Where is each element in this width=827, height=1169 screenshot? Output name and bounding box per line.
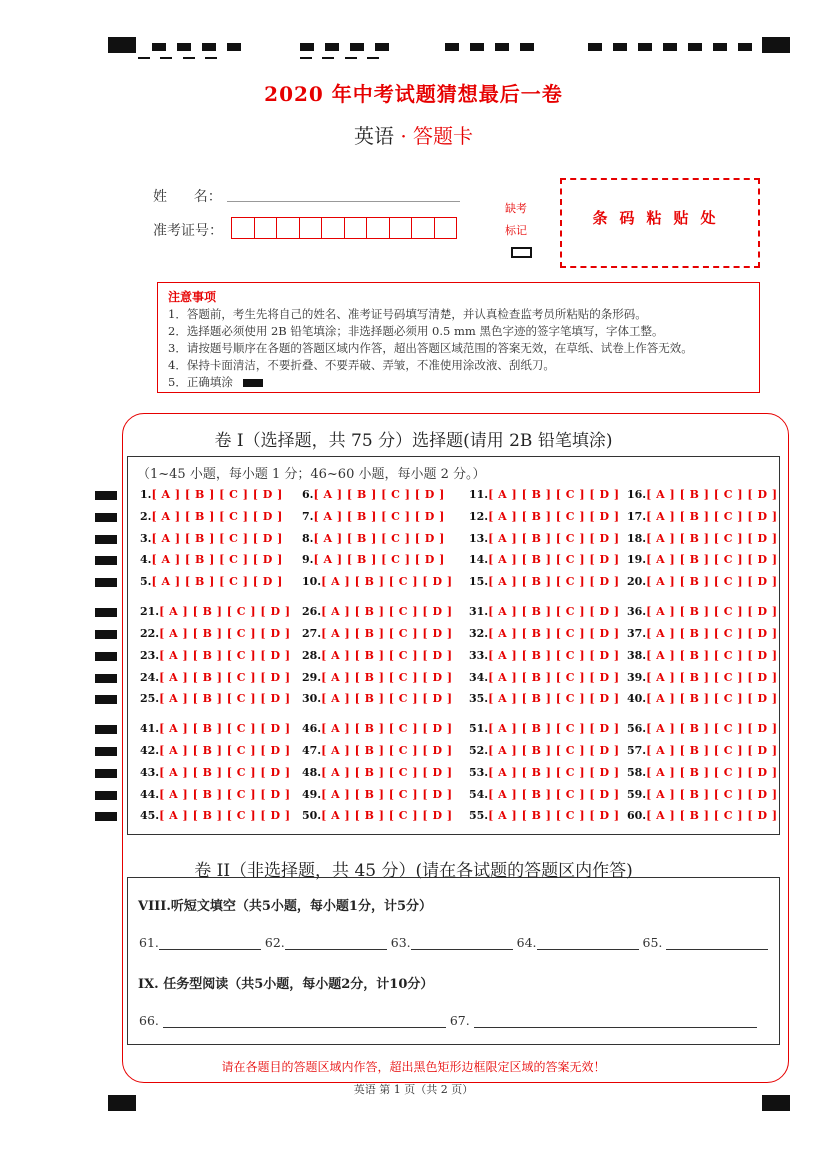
id-label: 准考证号： [153, 223, 223, 239]
answer-line-67[interactable] [474, 1013, 757, 1028]
mcq-question-8[interactable] [302, 532, 445, 545]
mcq-number: 1. [140, 488, 152, 501]
mcq-number: 21. [140, 605, 160, 618]
mcq-question-39[interactable] [627, 671, 778, 684]
mcq-options[interactable]: [ A ] [ B ] [ C ] [ D ] [159, 744, 291, 757]
mcq-options[interactable]: [ A ] [ B ] [ C ] [ D ] [488, 488, 620, 501]
mcq-options[interactable]: [ A ] [ B ] [ C ] [ D ] [321, 722, 453, 735]
mcq-question-35[interactable] [469, 692, 620, 705]
timing-mark [300, 43, 314, 51]
mcq-question-5[interactable] [140, 575, 283, 588]
q-number: 66. [139, 1013, 159, 1028]
card-label: 答题卡 [413, 124, 474, 148]
id-digit-box[interactable] [231, 217, 255, 239]
timing-mark-side [95, 608, 117, 617]
mcq-number: 4. [140, 553, 152, 566]
mcq-number: 6. [302, 488, 314, 501]
mcq-options[interactable]: [ A ] [ B ] [ C ] [ D ] [646, 766, 778, 779]
timing-mark-side [95, 812, 117, 821]
mcq-options[interactable]: [ A ] [ B ] [ C ] [ D ] [151, 488, 283, 501]
mcq-number: 32. [469, 627, 489, 640]
boundary-warning: 请在各题目的答题区域内作答，超出黑色矩形边框限定区域的答案无效！ [221, 1060, 606, 1074]
mcq-question-46[interactable] [302, 722, 453, 735]
timing-mark [713, 43, 727, 51]
timing-dash [183, 57, 195, 59]
mcq-number: 55. [469, 809, 489, 822]
mcq-number: 16. [627, 488, 647, 501]
mcq-question-28[interactable] [302, 649, 453, 662]
mcq-options[interactable]: [ A ] [ B ] [ C ] [ D ] [321, 575, 453, 588]
mcq-number: 9. [302, 553, 314, 566]
mcq-question-4[interactable] [140, 553, 283, 566]
timing-mark-side [95, 535, 117, 544]
timing-mark [663, 43, 677, 51]
mcq-options[interactable]: [ A ] [ B ] [ C ] [ D ] [488, 744, 620, 757]
name-label: 姓 名： [153, 189, 222, 205]
mcq-options[interactable]: [ A ] [ B ] [ C ] [ D ] [159, 722, 291, 735]
mcq-options[interactable]: [ A ] [ B ] [ C ] [ D ] [313, 510, 445, 523]
timing-mark-side [95, 725, 117, 734]
timing-mark [350, 43, 364, 51]
mcq-number: 12. [469, 510, 489, 523]
mcq-question-21[interactable] [140, 605, 291, 618]
mcq-options[interactable]: [ A ] [ B ] [ C ] [ D ] [321, 671, 453, 684]
mcq-number: 42. [140, 744, 160, 757]
mcq-number: 29. [302, 671, 322, 684]
mcq-question-16[interactable] [627, 488, 778, 501]
mcq-options[interactable]: [ A ] [ B ] [ C ] [ D ] [646, 788, 778, 801]
mcq-options[interactable]: [ A ] [ B ] [ C ] [ D ] [646, 692, 778, 705]
timing-mark-side [95, 578, 117, 587]
mcq-options[interactable]: [ A ] [ B ] [ C ] [ D ] [646, 722, 778, 735]
mcq-options[interactable]: [ A ] [ B ] [ C ] [ D ] [488, 575, 620, 588]
mcq-options[interactable]: [ A ] [ B ] [ C ] [ D ] [321, 788, 453, 801]
timing-dash [205, 57, 217, 59]
answer-line-62[interactable] [285, 935, 387, 950]
mcq-question-29[interactable] [302, 671, 453, 684]
id-digit-box[interactable] [254, 217, 278, 239]
note-item: 3．请按题号顺序在各题的答题区域内作答，超出答题区域范围的答案无效，在草纸、试卷上作答无效。 [168, 341, 693, 355]
mcq-number: 43. [140, 766, 160, 779]
mcq-question-60[interactable] [627, 809, 778, 822]
mcq-question-11[interactable] [469, 488, 620, 501]
mcq-options[interactable]: [ A ] [ B ] [ C ] [ D ] [151, 510, 283, 523]
mcq-number: 46. [302, 722, 322, 735]
mcq-number: 5. [140, 575, 152, 588]
mcq-question-30[interactable] [302, 692, 453, 705]
mcq-question-26[interactable] [302, 605, 453, 618]
mcq-options[interactable]: [ A ] [ B ] [ C ] [ D ] [159, 605, 291, 618]
q-number: 63. [390, 935, 411, 950]
mcq-number: 51. [469, 722, 489, 735]
mcq-number: 2. [140, 510, 152, 523]
mcq-question-48[interactable] [302, 766, 453, 779]
mcq-number: 27. [302, 627, 322, 640]
note-item: 2．选择题必须使用 2B 铅笔填涂；非选择题必须用 0.5 mm 黑色字迹的签字笔填写，字体工整。 [168, 324, 664, 338]
mcq-question-20[interactable] [627, 575, 778, 588]
mcq-options[interactable]: [ A ] [ B ] [ C ] [ D ] [321, 627, 453, 640]
mcq-number: 10. [302, 575, 322, 588]
mcq-number: 13. [469, 532, 489, 545]
mcq-question-25[interactable] [140, 692, 291, 705]
mcq-question-49[interactable] [302, 788, 453, 801]
mcq-number: 57. [627, 744, 647, 757]
notes-box [157, 282, 760, 393]
timing-mark [470, 43, 484, 51]
timing-mark [688, 43, 702, 51]
mcq-number: 45. [140, 809, 160, 822]
mcq-number: 26. [302, 605, 322, 618]
timing-dash [322, 57, 334, 59]
mcq-question-44[interactable] [140, 788, 291, 801]
answer-line-65[interactable] [666, 935, 768, 950]
mcq-options[interactable]: [ A ] [ B ] [ C ] [ D ] [646, 605, 778, 618]
mcq-question-54[interactable] [469, 788, 620, 801]
mcq-question-33[interactable] [469, 649, 620, 662]
timing-mark-side [95, 769, 117, 778]
mcq-options[interactable]: [ A ] [ B ] [ C ] [ D ] [313, 553, 445, 566]
mcq-number: 44. [140, 788, 160, 801]
timing-mark-side [95, 695, 117, 704]
mcq-options[interactable]: [ A ] [ B ] [ C ] [ D ] [321, 744, 453, 757]
id-digit-box[interactable] [434, 217, 458, 239]
timing-mark [445, 43, 459, 51]
answer-line-63[interactable] [411, 935, 513, 950]
mcq-options[interactable]: [ A ] [ B ] [ C ] [ D ] [646, 744, 778, 757]
mcq-options[interactable]: [ A ] [ B ] [ C ] [ D ] [313, 488, 445, 501]
mcq-options[interactable]: [ A ] [ B ] [ C ] [ D ] [646, 532, 778, 545]
part2-heading: 卷 II（非选择题，共 45 分）(请在各试题的答题区内作答) [194, 861, 633, 881]
mcq-number: 52. [469, 744, 489, 757]
timing-mark [520, 43, 534, 51]
timing-mark [588, 43, 602, 51]
timing-dash [300, 57, 312, 59]
mcq-options[interactable]: [ A ] [ B ] [ C ] [ D ] [646, 809, 778, 822]
mcq-question-31[interactable] [469, 605, 620, 618]
mcq-question-22[interactable] [140, 627, 291, 640]
mcq-number: 39. [627, 671, 647, 684]
mcq-question-57[interactable] [627, 744, 778, 757]
mcq-options[interactable]: [ A ] [ B ] [ C ] [ D ] [159, 671, 291, 684]
mcq-number: 41. [140, 722, 160, 735]
mcq-number: 49. [302, 788, 322, 801]
mcq-question-19[interactable] [627, 553, 778, 566]
section8-answers [139, 935, 768, 950]
mcq-options[interactable]: [ A ] [ B ] [ C ] [ D ] [321, 649, 453, 662]
answer-line-66[interactable] [163, 1013, 446, 1028]
mcq-question-59[interactable] [627, 788, 778, 801]
section9-answers [139, 1013, 757, 1028]
mcq-number: 20. [627, 575, 647, 588]
mcq-question-41[interactable] [140, 722, 291, 735]
answer-line-64[interactable] [537, 935, 639, 950]
mcq-number: 60. [627, 809, 647, 822]
mcq-question-55[interactable] [469, 809, 620, 822]
timing-mark [613, 43, 627, 51]
mcq-question-56[interactable] [627, 722, 778, 735]
mcq-question-52[interactable] [469, 744, 620, 757]
mcq-options[interactable]: [ A ] [ B ] [ C ] [ D ] [151, 532, 283, 545]
mcq-number: 40. [627, 692, 647, 705]
mcq-options[interactable]: [ A ] [ B ] [ C ] [ D ] [488, 788, 620, 801]
id-digit-box[interactable] [321, 217, 345, 239]
mcq-options[interactable]: [ A ] [ B ] [ C ] [ D ] [321, 692, 453, 705]
mcq-question-13[interactable] [469, 532, 620, 545]
mcq-options[interactable]: [ A ] [ B ] [ C ] [ D ] [488, 722, 620, 735]
timing-mark-side [95, 491, 117, 500]
part1-heading: 卷 I（选择题，共 75 分）选择题(请用 2B 铅笔填涂) [214, 431, 613, 451]
mcq-number: 24. [140, 671, 160, 684]
mcq-question-14[interactable] [469, 553, 620, 566]
mcq-options[interactable]: [ A ] [ B ] [ C ] [ D ] [488, 627, 620, 640]
mcq-number: 30. [302, 692, 322, 705]
corner-mark-top-right [762, 37, 790, 53]
absent-mark-box[interactable] [511, 247, 532, 258]
mcq-scoring-note: （1~45 小题，每小题 1 分；46~60 小题，每小题 2 分。） [137, 467, 486, 482]
mcq-options[interactable]: [ A ] [ B ] [ C ] [ D ] [646, 553, 778, 566]
mcq-number: 11. [469, 488, 489, 501]
mcq-number: 53. [469, 766, 489, 779]
mcq-question-37[interactable] [627, 627, 778, 640]
mcq-options[interactable]: [ A ] [ B ] [ C ] [ D ] [159, 788, 291, 801]
absent-label-line1: 缺考 [505, 202, 527, 215]
mcq-options[interactable]: [ A ] [ B ] [ C ] [ D ] [321, 809, 453, 822]
mcq-options[interactable]: [ A ] [ B ] [ C ] [ D ] [488, 605, 620, 618]
mcq-options[interactable]: [ A ] [ B ] [ C ] [ D ] [321, 766, 453, 779]
mcq-number: 18. [627, 532, 647, 545]
mcq-options[interactable]: [ A ] [ B ] [ C ] [ D ] [151, 553, 283, 566]
mcq-number: 25. [140, 692, 160, 705]
mcq-options[interactable]: [ A ] [ B ] [ C ] [ D ] [488, 510, 620, 523]
name-field[interactable] [227, 201, 460, 202]
mcq-question-27[interactable] [302, 627, 453, 640]
mcq-number: 14. [469, 553, 489, 566]
mcq-options[interactable]: [ A ] [ B ] [ C ] [ D ] [321, 605, 453, 618]
mcq-question-53[interactable] [469, 766, 620, 779]
mcq-options[interactable]: [ A ] [ B ] [ C ] [ D ] [646, 575, 778, 588]
mcq-question-6[interactable] [302, 488, 445, 501]
mcq-number: 38. [627, 649, 647, 662]
mcq-question-9[interactable] [302, 553, 445, 566]
mcq-number: 34. [469, 671, 489, 684]
mcq-number: 50. [302, 809, 322, 822]
q-number: 62. [264, 935, 285, 950]
mcq-options[interactable]: [ A ] [ B ] [ C ] [ D ] [646, 649, 778, 662]
barcode-area [560, 178, 760, 268]
mcq-number: 33. [469, 649, 489, 662]
id-digit-box[interactable] [299, 217, 323, 239]
mcq-number: 37. [627, 627, 647, 640]
page-footer: 英语 第 1 页（共 2 页） [353, 1083, 474, 1096]
timing-dash [367, 57, 379, 59]
mcq-number: 7. [302, 510, 314, 523]
mcq-options[interactable]: [ A ] [ B ] [ C ] [ D ] [159, 692, 291, 705]
mcq-question-50[interactable] [302, 809, 453, 822]
mcq-question-17[interactable] [627, 510, 778, 523]
mcq-question-10[interactable] [302, 575, 453, 588]
id-digit-box[interactable] [344, 217, 368, 239]
mcq-question-45[interactable] [140, 809, 291, 822]
mcq-options[interactable]: [ A ] [ B ] [ C ] [ D ] [488, 532, 620, 545]
separator-dot: · [400, 124, 407, 148]
timing-mark [638, 43, 652, 51]
mcq-number: 47. [302, 744, 322, 757]
id-digit-box[interactable] [366, 217, 390, 239]
mcq-options[interactable]: [ A ] [ B ] [ C ] [ D ] [488, 809, 620, 822]
mcq-question-58[interactable] [627, 766, 778, 779]
timing-mark-side [95, 513, 117, 522]
section8-title: VIII.听短文填空（共5小题，每小题1分，计5分） [138, 899, 432, 914]
mcq-question-3[interactable] [140, 532, 283, 545]
mcq-options[interactable]: [ A ] [ B ] [ C ] [ D ] [646, 510, 778, 523]
mcq-question-15[interactable] [469, 575, 620, 588]
absent-label-line2: 标记 [505, 224, 527, 237]
mcq-question-7[interactable] [302, 510, 445, 523]
mcq-number: 58. [627, 766, 647, 779]
timing-mark-side [95, 674, 117, 683]
mcq-number: 35. [469, 692, 489, 705]
timing-mark-side [95, 791, 117, 800]
timing-mark-side [95, 630, 117, 639]
answer-line-61[interactable] [159, 935, 261, 950]
corner-mark-top-left [108, 37, 136, 53]
mcq-question-47[interactable] [302, 744, 453, 757]
mcq-question-32[interactable] [469, 627, 620, 640]
mcq-options[interactable]: [ A ] [ B ] [ C ] [ D ] [159, 766, 291, 779]
mcq-question-38[interactable] [627, 649, 778, 662]
timing-mark [375, 43, 389, 51]
mcq-question-12[interactable] [469, 510, 620, 523]
timing-mark-side [95, 556, 117, 565]
id-number-boxes[interactable] [231, 217, 456, 239]
note-item: 1．答题前，考生先将自己的姓名、准考证号码填写清楚，并认真检查监考员所粘贴的条形码。 [168, 307, 647, 321]
mcq-number: 15. [469, 575, 489, 588]
mcq-number: 17. [627, 510, 647, 523]
id-digit-box[interactable] [411, 217, 435, 239]
timing-mark-side [95, 747, 117, 756]
mcq-options[interactable]: [ A ] [ B ] [ C ] [ D ] [313, 532, 445, 545]
timing-dash [345, 57, 357, 59]
mcq-number: 22. [140, 627, 160, 640]
mcq-number: 56. [627, 722, 647, 735]
timing-mark [495, 43, 509, 51]
mcq-options[interactable]: [ A ] [ B ] [ C ] [ D ] [488, 553, 620, 566]
mcq-number: 36. [627, 605, 647, 618]
q-number: 64. [516, 935, 537, 950]
mcq-options[interactable]: [ A ] [ B ] [ C ] [ D ] [151, 575, 283, 588]
q-number: 61. [139, 935, 159, 950]
mcq-number: 3. [140, 532, 152, 545]
id-digit-box[interactable] [389, 217, 413, 239]
mcq-question-40[interactable] [627, 692, 778, 705]
note-item-fill-example [168, 374, 749, 391]
mcq-number: 28. [302, 649, 322, 662]
timing-mark [152, 43, 166, 51]
mcq-question-36[interactable] [627, 605, 778, 618]
mcq-question-34[interactable] [469, 671, 620, 684]
mcq-question-42[interactable] [140, 744, 291, 757]
corner-mark-bottom-left [108, 1095, 136, 1111]
mcq-options[interactable]: [ A ] [ B ] [ C ] [ D ] [488, 766, 620, 779]
mcq-question-43[interactable] [140, 766, 291, 779]
q-number: 67. [449, 1013, 470, 1028]
mcq-number: 8. [302, 532, 314, 545]
corner-mark-bottom-right [762, 1095, 790, 1111]
mcq-options[interactable]: [ A ] [ B ] [ C ] [ D ] [488, 692, 620, 705]
mcq-number: 19. [627, 553, 647, 566]
mcq-number: 54. [469, 788, 489, 801]
timing-mark [202, 43, 216, 51]
mcq-question-2[interactable] [140, 510, 283, 523]
mcq-question-18[interactable] [627, 532, 778, 545]
mcq-number: 23. [140, 649, 160, 662]
mcq-options[interactable]: [ A ] [ B ] [ C ] [ D ] [646, 671, 778, 684]
exam-title: 2020 年中考试题猜想最后一卷 [264, 82, 563, 106]
mcq-question-23[interactable] [140, 649, 291, 662]
mcq-options[interactable]: [ A ] [ B ] [ C ] [ D ] [159, 627, 291, 640]
mcq-question-1[interactable] [140, 488, 283, 501]
q-number: 65. [642, 935, 663, 950]
mcq-options[interactable]: [ A ] [ B ] [ C ] [ D ] [646, 627, 778, 640]
notes-title: 注意事项 [168, 290, 217, 304]
timing-mark [177, 43, 191, 51]
subject-name: 英语 [353, 124, 394, 148]
mcq-options[interactable]: [ A ] [ B ] [ C ] [ D ] [159, 809, 291, 822]
note-item: 5．正确填涂 [168, 375, 233, 389]
mcq-question-24[interactable] [140, 671, 291, 684]
section9-title: IX. 任务型阅读（共5小题，每小题2分，计10分） [138, 977, 434, 992]
timing-mark [738, 43, 752, 51]
mcq-number: 31. [469, 605, 489, 618]
mcq-number: 48. [302, 766, 322, 779]
mcq-options[interactable]: [ A ] [ B ] [ C ] [ D ] [488, 671, 620, 684]
mcq-options[interactable]: [ A ] [ B ] [ C ] [ D ] [646, 488, 778, 501]
timing-mark [227, 43, 241, 51]
timing-mark-side [95, 652, 117, 661]
note-item: 4．保持卡面清洁，不要折叠、不要弄破、弄皱，不准使用涂改液、刮纸刀。 [168, 358, 555, 372]
filled-mark-example [243, 379, 263, 387]
mcq-number: 59. [627, 788, 647, 801]
mcq-question-51[interactable] [469, 722, 620, 735]
timing-dash [138, 57, 150, 59]
mcq-options[interactable]: [ A ] [ B ] [ C ] [ D ] [488, 649, 620, 662]
barcode-label: 条码粘贴处 [592, 209, 728, 227]
timing-dash [160, 57, 172, 59]
subject-heading [0, 120, 827, 149]
timing-mark [325, 43, 339, 51]
mcq-options[interactable]: [ A ] [ B ] [ C ] [ D ] [159, 649, 291, 662]
id-digit-box[interactable] [276, 217, 300, 239]
